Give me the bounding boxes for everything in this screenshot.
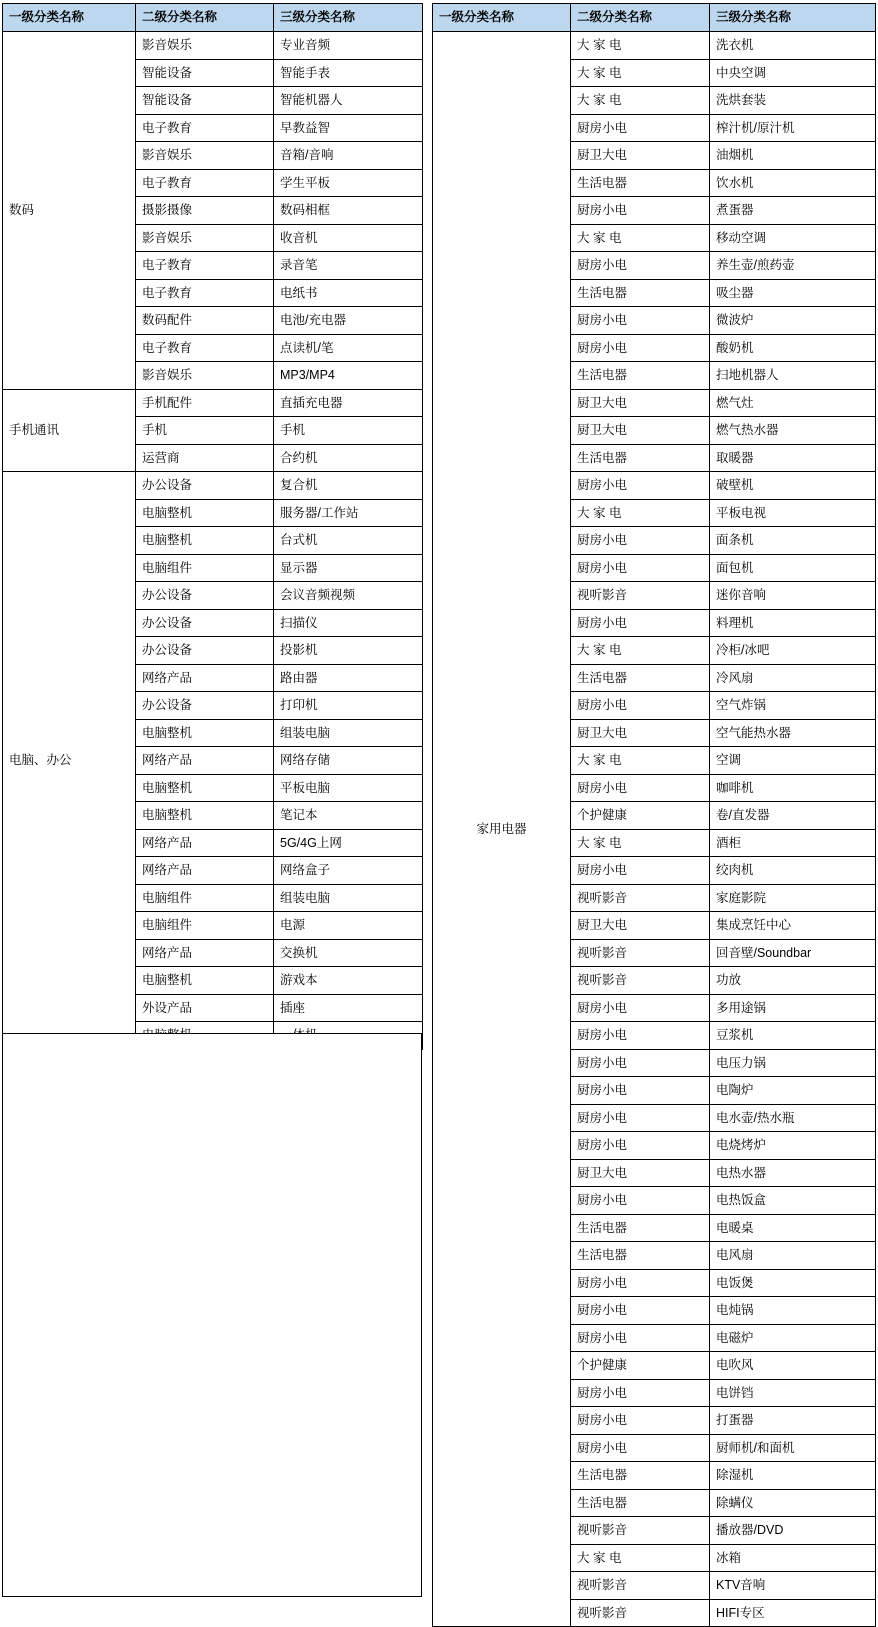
level3-category-cell: 会议音频视频 (274, 582, 423, 610)
level3-category-cell: 播放器/DVD (710, 1517, 876, 1545)
level3-category-cell: 电炖锅 (710, 1297, 876, 1325)
level2-category-cell: 生活电器 (571, 169, 710, 197)
level3-category-cell: 集成烹饪中心 (710, 912, 876, 940)
level3-category-cell: 咖啡机 (710, 774, 876, 802)
level2-category-cell: 电子教育 (136, 252, 274, 280)
level2-category-cell: 厨房小电 (571, 609, 710, 637)
level3-category-cell: 电风扇 (710, 1242, 876, 1270)
level2-category-cell: 办公设备 (136, 582, 274, 610)
level3-category-cell: 料理机 (710, 609, 876, 637)
level2-category-cell: 厨卫大电 (571, 389, 710, 417)
level1-category-cell: 数码 (3, 32, 136, 390)
level3-category-cell: 交换机 (274, 939, 423, 967)
level3-category-cell: 电暖桌 (710, 1214, 876, 1242)
level3-category-cell: 网络盒子 (274, 857, 423, 885)
level3-category-cell: 中央空调 (710, 59, 876, 87)
level3-category-cell: 洗衣机 (710, 32, 876, 60)
level2-category-cell: 电子教育 (136, 334, 274, 362)
level2-category-cell: 视听影音 (571, 967, 710, 995)
level3-category-cell: 笔记本 (274, 802, 423, 830)
level2-category-cell: 厨房小电 (571, 994, 710, 1022)
level2-category-cell: 办公设备 (136, 692, 274, 720)
level3-category-cell: 冷风扇 (710, 664, 876, 692)
level3-category-cell: 燃气灶 (710, 389, 876, 417)
level3-category-cell: 面条机 (710, 527, 876, 555)
level2-category-cell: 大 家 电 (571, 59, 710, 87)
level2-category-cell: 厨房小电 (571, 1022, 710, 1050)
level3-category-cell: 除螨仪 (710, 1489, 876, 1517)
level2-category-cell: 个护健康 (571, 1352, 710, 1380)
table-row (433, 32, 876, 60)
level2-category-cell: 生活电器 (571, 1214, 710, 1242)
level3-category-cell: 电陶炉 (710, 1077, 876, 1105)
level2-category-cell: 影音娱乐 (136, 362, 274, 390)
level3-category-cell: 扫描仪 (274, 609, 423, 637)
table-row (3, 472, 423, 500)
level3-category-cell: 多用途锅 (710, 994, 876, 1022)
level2-category-cell: 厨房小电 (571, 252, 710, 280)
level2-category-cell: 影音娱乐 (136, 224, 274, 252)
level3-category-cell: 直插充电器 (274, 389, 423, 417)
level2-category-cell: 电脑整机 (136, 527, 274, 555)
level3-category-cell: 路由器 (274, 664, 423, 692)
level2-category-cell: 电子教育 (136, 114, 274, 142)
level3-category-cell: 电水壶/热水瓶 (710, 1104, 876, 1132)
level2-category-cell: 厨房小电 (571, 472, 710, 500)
level3-category-cell: 除湿机 (710, 1462, 876, 1490)
level3-category-cell: 电烧烤炉 (710, 1132, 876, 1160)
level3-category-cell: 电饭煲 (710, 1269, 876, 1297)
category-table-left (2, 3, 423, 1050)
level2-category-cell: 影音娱乐 (136, 142, 274, 170)
header-level1: 一级分类名称 (3, 4, 136, 32)
level2-category-cell: 大 家 电 (571, 32, 710, 60)
level2-category-cell: 个护健康 (571, 802, 710, 830)
level3-category-cell: 酒柜 (710, 829, 876, 857)
level3-category-cell: 豆浆机 (710, 1022, 876, 1050)
header-level2: 二级分类名称 (571, 4, 710, 32)
level2-category-cell: 生活电器 (571, 362, 710, 390)
level2-category-cell: 视听影音 (571, 884, 710, 912)
table-row (3, 389, 423, 417)
level3-category-cell: 电纸书 (274, 279, 423, 307)
header-level3: 三级分类名称 (274, 4, 423, 32)
level2-category-cell: 数码配件 (136, 307, 274, 335)
level2-category-cell: 厨卫大电 (571, 142, 710, 170)
level2-category-cell: 厨房小电 (571, 334, 710, 362)
level2-category-cell: 厨房小电 (571, 1132, 710, 1160)
level2-category-cell: 厨房小电 (571, 1297, 710, 1325)
header-level1: 一级分类名称 (433, 4, 571, 32)
level2-category-cell: 网络产品 (136, 829, 274, 857)
level3-category-cell: 破壁机 (710, 472, 876, 500)
level2-category-cell: 大 家 电 (571, 1544, 710, 1572)
level3-category-cell: 养生壶/煎药壶 (710, 252, 876, 280)
level2-category-cell: 视听影音 (571, 1599, 710, 1627)
header-row (3, 4, 423, 32)
level3-category-cell: 空气能热水器 (710, 719, 876, 747)
level2-category-cell: 生活电器 (571, 1242, 710, 1270)
level2-category-cell: 外设产品 (136, 994, 274, 1022)
level3-category-cell: 点读机/笔 (274, 334, 423, 362)
level2-category-cell: 网络产品 (136, 857, 274, 885)
level2-category-cell: 运营商 (136, 444, 274, 472)
level2-category-cell: 厨房小电 (571, 774, 710, 802)
level3-category-cell: 面包机 (710, 554, 876, 582)
level3-category-cell: 微波炉 (710, 307, 876, 335)
level3-category-cell: 回音壁/Soundbar (710, 939, 876, 967)
level3-category-cell: 洗烘套装 (710, 87, 876, 115)
level2-category-cell: 厨房小电 (571, 1379, 710, 1407)
level3-category-cell: 网络存储 (274, 747, 423, 775)
level3-category-cell: 扫地机器人 (710, 362, 876, 390)
level1-category-cell: 手机通讯 (3, 389, 136, 472)
level2-category-cell: 网络产品 (136, 747, 274, 775)
level3-category-cell: 吸尘器 (710, 279, 876, 307)
level3-category-cell: 空气炸锅 (710, 692, 876, 720)
level2-category-cell: 生活电器 (571, 1489, 710, 1517)
level3-category-cell: 空调 (710, 747, 876, 775)
level3-category-cell: 早教益智 (274, 114, 423, 142)
level2-category-cell: 摄影摄像 (136, 197, 274, 225)
level3-category-cell: MP3/MP4 (274, 362, 423, 390)
level2-category-cell: 视听影音 (571, 939, 710, 967)
level2-category-cell: 厨房小电 (571, 1269, 710, 1297)
level3-category-cell: 音箱/音响 (274, 142, 423, 170)
level3-category-cell: 燃气热水器 (710, 417, 876, 445)
level2-category-cell: 智能设备 (136, 87, 274, 115)
level2-category-cell: 大 家 电 (571, 829, 710, 857)
level2-category-cell: 视听影音 (571, 1517, 710, 1545)
level2-category-cell: 手机配件 (136, 389, 274, 417)
level2-category-cell: 厨房小电 (571, 857, 710, 885)
level3-category-cell: 电池/充电器 (274, 307, 423, 335)
left-table-empty-area (2, 1033, 422, 1597)
level3-category-cell: 取暖器 (710, 444, 876, 472)
level3-category-cell: 合约机 (274, 444, 423, 472)
table-right-header (433, 4, 876, 32)
level3-category-cell: KTV音响 (710, 1572, 876, 1600)
level3-category-cell: 打蛋器 (710, 1407, 876, 1435)
level2-category-cell: 智能设备 (136, 59, 274, 87)
level3-category-cell: 冷柜/冰吧 (710, 637, 876, 665)
level3-category-cell: 复合机 (274, 472, 423, 500)
level3-category-cell: 打印机 (274, 692, 423, 720)
level2-category-cell: 厨房小电 (571, 554, 710, 582)
level2-category-cell: 视听影音 (571, 1572, 710, 1600)
level2-category-cell: 大 家 电 (571, 499, 710, 527)
level2-category-cell: 厨房小电 (571, 1407, 710, 1435)
level2-category-cell: 电脑整机 (136, 499, 274, 527)
level3-category-cell: 智能机器人 (274, 87, 423, 115)
level2-category-cell: 电脑整机 (136, 967, 274, 995)
level2-category-cell: 生活电器 (571, 279, 710, 307)
level3-category-cell: 绞肉机 (710, 857, 876, 885)
level3-category-cell: 插座 (274, 994, 423, 1022)
level2-category-cell: 厨房小电 (571, 114, 710, 142)
level3-category-cell: 手机 (274, 417, 423, 445)
level3-category-cell: 投影机 (274, 637, 423, 665)
level2-category-cell: 厨房小电 (571, 527, 710, 555)
level2-category-cell: 厨卫大电 (571, 719, 710, 747)
level2-category-cell: 大 家 电 (571, 637, 710, 665)
level3-category-cell: 电压力锅 (710, 1049, 876, 1077)
level2-category-cell: 厨房小电 (571, 1049, 710, 1077)
level3-category-cell: 平板电视 (710, 499, 876, 527)
level2-category-cell: 厨房小电 (571, 1324, 710, 1352)
level3-category-cell: 煮蛋器 (710, 197, 876, 225)
level2-category-cell: 电子教育 (136, 169, 274, 197)
level3-category-cell: 平板电脑 (274, 774, 423, 802)
level2-category-cell: 厨卫大电 (571, 417, 710, 445)
level3-category-cell: 服务器/工作站 (274, 499, 423, 527)
level2-category-cell: 视听影音 (571, 582, 710, 610)
level3-category-cell: 功放 (710, 967, 876, 995)
level2-category-cell: 厨卫大电 (571, 1159, 710, 1187)
level3-category-cell: 学生平板 (274, 169, 423, 197)
level3-category-cell: 电磁炉 (710, 1324, 876, 1352)
header-row (433, 4, 876, 32)
level2-category-cell: 厨房小电 (571, 1077, 710, 1105)
table-row (3, 32, 423, 60)
level2-category-cell: 电子教育 (136, 279, 274, 307)
header-level2: 二级分类名称 (136, 4, 274, 32)
level3-category-cell: 录音笔 (274, 252, 423, 280)
table-left-body (3, 32, 423, 1050)
level3-category-cell: 移动空调 (710, 224, 876, 252)
level2-category-cell: 电脑组件 (136, 554, 274, 582)
level2-category-cell: 厨房小电 (571, 197, 710, 225)
level2-category-cell: 厨房小电 (571, 1104, 710, 1132)
level2-category-cell: 厨卫大电 (571, 912, 710, 940)
level2-category-cell: 办公设备 (136, 637, 274, 665)
level3-category-cell: 组装电脑 (274, 719, 423, 747)
level2-category-cell: 办公设备 (136, 472, 274, 500)
level2-category-cell: 办公设备 (136, 609, 274, 637)
level2-category-cell: 大 家 电 (571, 224, 710, 252)
level2-category-cell: 影音娱乐 (136, 32, 274, 60)
level3-category-cell: 榨汁机/原汁机 (710, 114, 876, 142)
level2-category-cell: 厨房小电 (571, 692, 710, 720)
level2-category-cell: 厨房小电 (571, 307, 710, 335)
level3-category-cell: 游戏本 (274, 967, 423, 995)
level3-category-cell: 电吹风 (710, 1352, 876, 1380)
level3-category-cell: 组装电脑 (274, 884, 423, 912)
level2-category-cell: 大 家 电 (571, 747, 710, 775)
level3-category-cell: 冰箱 (710, 1544, 876, 1572)
level3-category-cell: 厨师机/和面机 (710, 1434, 876, 1462)
level2-category-cell: 手机 (136, 417, 274, 445)
level3-category-cell: 饮水机 (710, 169, 876, 197)
table-right-body (433, 32, 876, 1627)
category-table-right (432, 3, 876, 1627)
level3-category-cell: 电饼铛 (710, 1379, 876, 1407)
level3-category-cell: 电热饭盒 (710, 1187, 876, 1215)
level3-category-cell: HIFI专区 (710, 1599, 876, 1627)
level3-category-cell: 酸奶机 (710, 334, 876, 362)
level3-category-cell: 油烟机 (710, 142, 876, 170)
level2-category-cell: 电脑整机 (136, 802, 274, 830)
table-left-header (3, 4, 423, 32)
level3-category-cell: 显示器 (274, 554, 423, 582)
level2-category-cell: 网络产品 (136, 664, 274, 692)
level1-category-cell: 电脑、办公 (3, 472, 136, 1050)
level2-category-cell: 电脑组件 (136, 912, 274, 940)
level3-category-cell: 电源 (274, 912, 423, 940)
level3-category-cell: 智能手表 (274, 59, 423, 87)
level3-category-cell: 5G/4G上网 (274, 829, 423, 857)
header-level3: 三级分类名称 (710, 4, 876, 32)
level2-category-cell: 生活电器 (571, 444, 710, 472)
level3-category-cell: 专业音频 (274, 32, 423, 60)
level2-category-cell: 大 家 电 (571, 87, 710, 115)
level3-category-cell: 台式机 (274, 527, 423, 555)
level2-category-cell: 厨房小电 (571, 1434, 710, 1462)
level3-category-cell: 电热水器 (710, 1159, 876, 1187)
level2-category-cell: 电脑整机 (136, 774, 274, 802)
level2-category-cell: 网络产品 (136, 939, 274, 967)
level3-category-cell: 收音机 (274, 224, 423, 252)
level1-category-cell: 家用电器 (433, 32, 571, 1627)
level3-category-cell: 家庭影院 (710, 884, 876, 912)
level3-category-cell: 卷/直发器 (710, 802, 876, 830)
level3-category-cell: 迷你音响 (710, 582, 876, 610)
level2-category-cell: 电脑整机 (136, 719, 274, 747)
level2-category-cell: 电脑组件 (136, 884, 274, 912)
level2-category-cell: 生活电器 (571, 664, 710, 692)
level3-category-cell: 数码相框 (274, 197, 423, 225)
level2-category-cell: 生活电器 (571, 1462, 710, 1490)
level2-category-cell: 厨房小电 (571, 1187, 710, 1215)
